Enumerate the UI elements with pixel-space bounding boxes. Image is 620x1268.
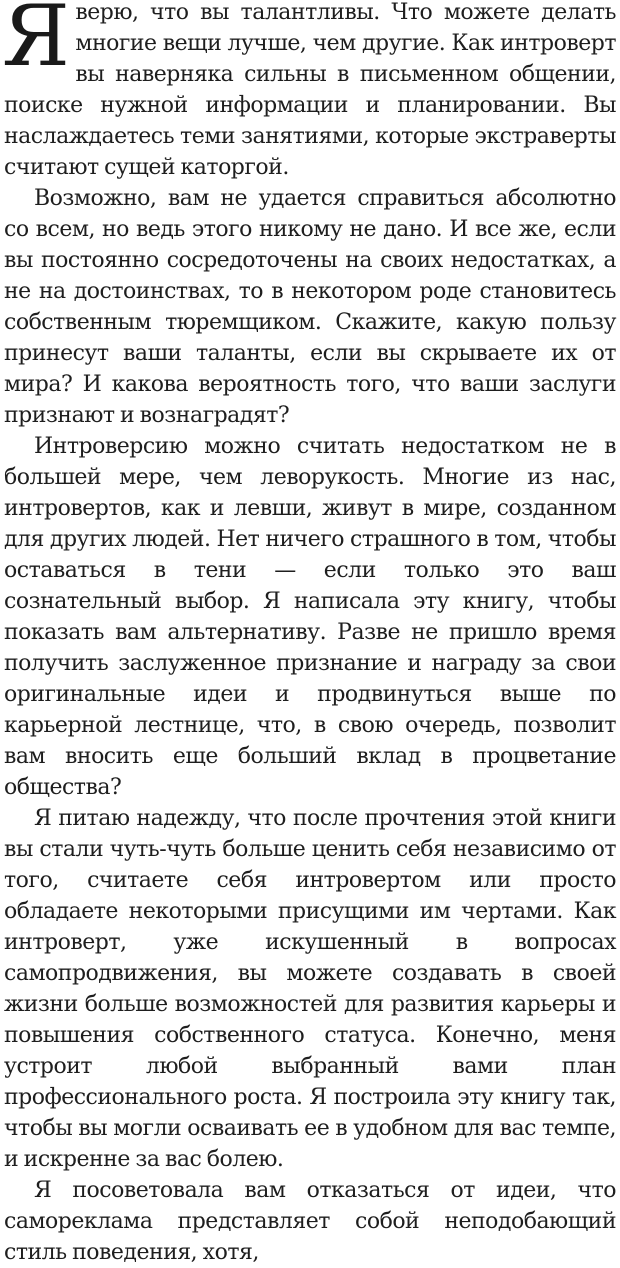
body-text: [4, 0, 616, 1268]
paragraph-4: Я питаю надежду, что после прочтения этой книги вы стали чуть-чуть больше ценить себя независимо от того, считаете себя интровертом или просто обладаете некоторыми присущими им чертами. Как интроверт, уже искушенный в вопросах самопродвижения, вы можете создавать в своей жизни больше возможностей для развития карьеры и повышения собственного статуса. Конечно, меня устроит любой выбранный вами план профессионального роста. Я построила эту книгу так, чтобы вы могли осваивать ее в удобном для вас темпе, и искренне за вас болею.: [4, 806, 616, 1172]
paragraph-3: Интроверсию можно считать недостатком не в большей мере, чем леворукость. Многие из нас, интровертов, как и левши, живут в мире, созданном для других людей. Нет ничего страшного в том, чтобы оставаться в тени — если только это ваш сознательный выбор. Я написала эту книгу, чтобы показать вам альтернативу. Разве не пришло время получить заслуженное признание и награду за свои оригинальные идеи и продвинуться выше по карьерной лестнице, что, в свою очередь, позволит вам вносить еще больший вклад в процветание общества?: [4, 434, 616, 800]
drop-cap: Я: [2, 0, 70, 85]
paragraph-1: [4, 0, 616, 183]
paragraph-2: Возможно, вам не удается справиться абсолютно со всем, но ведь этого никому не дано. И все же, если вы постоянно сосредоточены на своих недостатках, а не на достоинствах, то в некотором роде становитесь собственным тюремщиком. Скажите, какую пользу принесут ваши таланты, если вы скрываете их от мира? И какова вероятность того, что ваши заслуги признают и вознаградят?: [4, 186, 616, 428]
paragraph-5: Я посоветовала вам отказаться от идеи, что самореклама представляет собой неподобающий стиль поведения, хотя,: [4, 1178, 616, 1265]
paragraph-1-text: верю, что вы талантливы. Что можете делать многие вещи лучше, чем другие. Как интроверт вы наверняка сильны в письменном общении, поиске нужной информации и планировании. Вы наслаждаетесь теми занятиями, которые экстраверты считают сущей каторгой.: [4, 0, 616, 180]
